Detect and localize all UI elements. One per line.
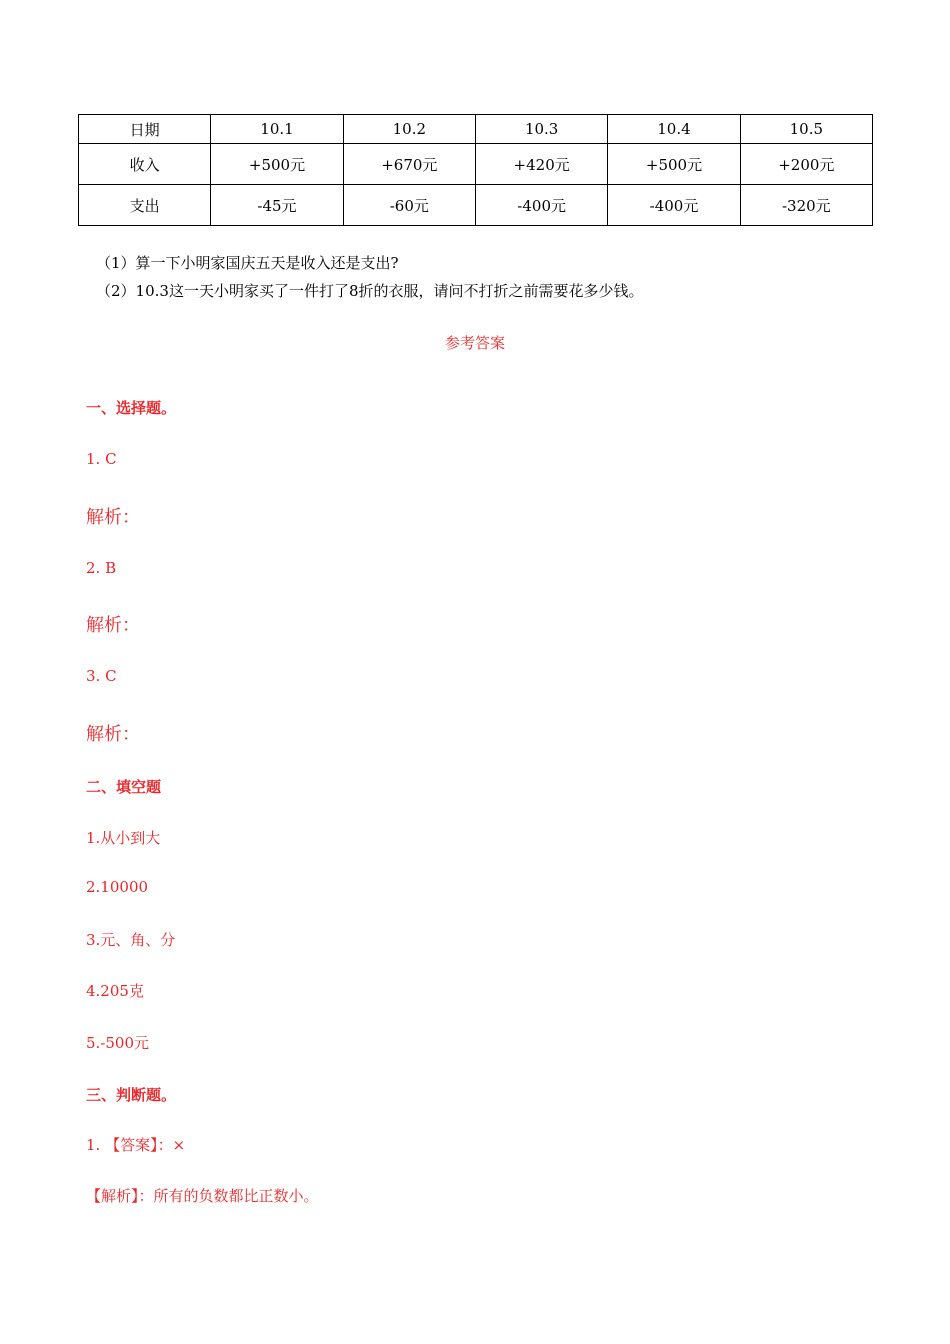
table-row-income bbox=[79, 144, 873, 185]
section-2-item-3: 3.元、角、分 bbox=[86, 931, 176, 949]
section-1-answer-1: 1. C bbox=[86, 450, 117, 468]
header-cell: 日期 bbox=[79, 115, 211, 144]
question-2: （2）10.3这一天小明家买了一件打了8折的衣服，请问不打折之前需要花多少钱。 bbox=[96, 282, 644, 300]
income-expense-table bbox=[78, 114, 873, 226]
section-1-analysis-3: 解析： bbox=[86, 724, 140, 745]
table-cell: -60元 bbox=[343, 185, 475, 226]
table-cell: -400元 bbox=[475, 185, 607, 226]
question-1: （1）算一下小明家国庆五天是收入还是支出? bbox=[96, 254, 399, 272]
section-2-item-4: 4.205克 bbox=[86, 982, 144, 1000]
section-2-title: 二、填空题 bbox=[86, 778, 162, 796]
header-cell: 10.4 bbox=[608, 115, 740, 144]
section-1-analysis-1: 解析： bbox=[86, 507, 140, 528]
table-cell: +420元 bbox=[475, 144, 607, 185]
section-2-item-1: 1.从小到大 bbox=[86, 829, 161, 847]
table-cell: +200元 bbox=[740, 144, 872, 185]
section-3-analysis: 【解析】：所有的负数都比正数小。 bbox=[86, 1187, 319, 1205]
section-2-item-5: 5.-500元 bbox=[86, 1034, 150, 1052]
header-cell: 10.1 bbox=[211, 115, 343, 144]
answers-title: 参考答案 bbox=[444, 334, 505, 352]
table-cell: +500元 bbox=[211, 144, 343, 185]
table-row-expense bbox=[79, 185, 873, 226]
section-1-title: 一、选择题。 bbox=[86, 399, 177, 417]
table-cell: +670元 bbox=[343, 144, 475, 185]
header-cell: 10.2 bbox=[343, 115, 475, 144]
section-2-item-2: 2.10000 bbox=[86, 878, 149, 896]
section-1-analysis-2: 解析： bbox=[86, 615, 140, 636]
section-1-answer-3: 3. C bbox=[86, 667, 117, 685]
table-cell: -320元 bbox=[740, 185, 872, 226]
table-cell: 收入 bbox=[79, 144, 211, 185]
table-cell: -45元 bbox=[211, 185, 343, 226]
header-cell: 10.5 bbox=[740, 115, 872, 144]
table-header-row bbox=[79, 115, 873, 144]
section-3-answer: 1. 【答案】：× bbox=[86, 1136, 186, 1154]
table-cell: 支出 bbox=[79, 185, 211, 226]
table-cell: -400元 bbox=[608, 185, 740, 226]
header-cell: 10.3 bbox=[475, 115, 607, 144]
section-1-answer-2: 2. B bbox=[86, 559, 117, 577]
section-3-title: 三、判断题。 bbox=[86, 1086, 177, 1104]
table-cell: +500元 bbox=[608, 144, 740, 185]
